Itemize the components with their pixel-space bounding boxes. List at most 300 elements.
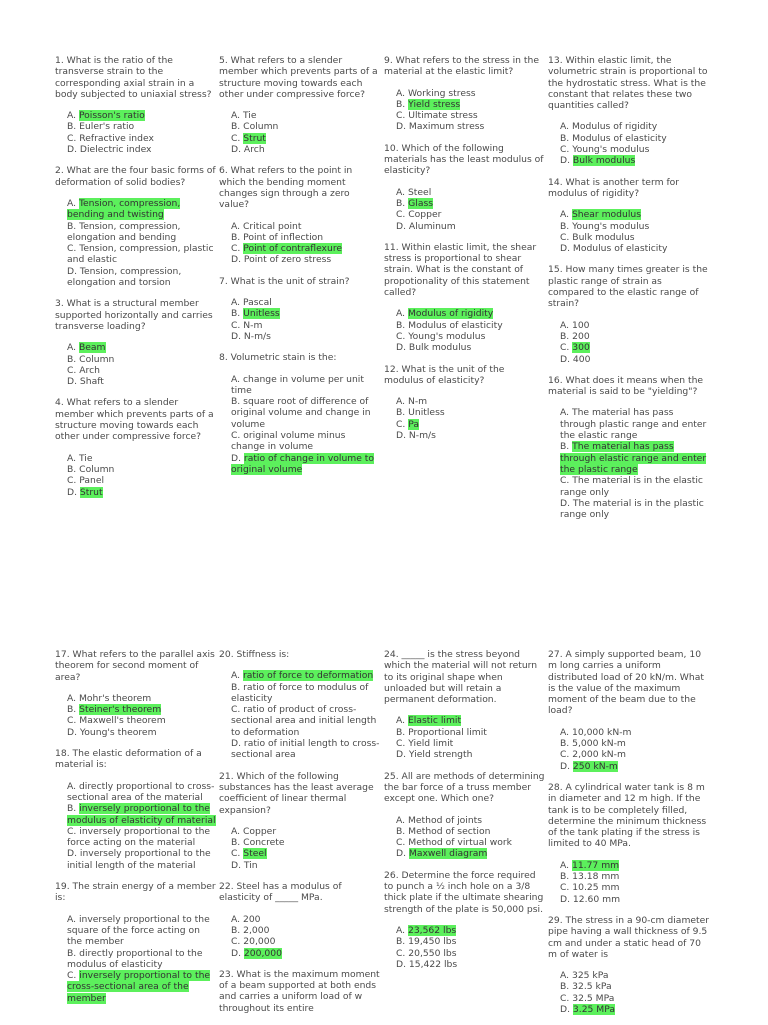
question (55, 298, 217, 387)
answer-option (548, 970, 710, 981)
option-letter: A. (67, 197, 77, 209)
answer-option (55, 848, 217, 871)
correct-answer-highlight: Tension, compression, bending and twisting (67, 197, 181, 221)
option-letter: C. (231, 430, 241, 442)
answer-option (384, 99, 546, 110)
option-letter: C. (396, 837, 406, 849)
option-letter: A. (231, 220, 241, 232)
option-letter: C. (67, 364, 77, 376)
answer-option (219, 396, 381, 430)
answer-option (384, 396, 546, 407)
option-letter: C. (67, 825, 77, 837)
answer-option (548, 993, 710, 1004)
option-text: Point of inflection (243, 231, 324, 243)
question (55, 165, 217, 288)
question (384, 55, 546, 133)
option-list (55, 198, 217, 288)
option-list (548, 860, 710, 905)
answer-option (219, 221, 381, 232)
option-letter: C. (560, 749, 570, 761)
answer-option (384, 88, 546, 99)
correct-answer-highlight: Unitless (243, 308, 280, 320)
option-letter: D. (560, 243, 570, 255)
option-text: Tension, compression, elongation and bending (67, 220, 181, 243)
answer-option (219, 670, 381, 681)
question-text: 11. Within elastic limit, the shear stress is proportional to shear strain. What is the constant of propotionality of this statement called? (384, 241, 537, 299)
option-text: Pascal (242, 297, 272, 309)
question-text: 1. What is the ratio of the transverse strain to the corresponding axial strain in a body subjected to uniaxial stress? (55, 55, 212, 100)
question (548, 915, 710, 1015)
option-letter: B. (396, 825, 406, 837)
question-text: 29. The stress in a 90-cm diameter pipe having a wall thickness of 9.5 cm and under a static head of 70 m of water is (548, 914, 710, 960)
option-letter: A. (560, 121, 570, 133)
option-letter: D. (560, 497, 570, 509)
correct-answer-highlight: Yield stress (408, 98, 461, 110)
option-list (548, 209, 710, 254)
question (219, 55, 381, 155)
option-text: inversely proportional to the initial length of the material (67, 848, 211, 871)
question-text: 26. Determine the force required to punch a ½ inch hole on a 3/8 thick plate if the ultimate shearing strength of the plate is 50,000 psi. (384, 869, 544, 915)
option-letter: A. (396, 814, 406, 826)
option-letter: A. (396, 186, 406, 198)
option-letter: A. (67, 342, 77, 354)
option-text: ratio of initial length to cross-sectional area (231, 738, 380, 761)
option-list (384, 308, 546, 353)
bottom-column-3 (384, 649, 546, 980)
option-list (55, 693, 217, 738)
answer-option (548, 155, 710, 166)
option-letter: A. (67, 692, 77, 704)
option-list (55, 110, 217, 155)
answer-option (219, 331, 381, 342)
answer-option (548, 331, 710, 342)
answer-option (55, 803, 217, 826)
answer-option (55, 704, 217, 715)
option-list (384, 815, 546, 860)
answer-option (219, 254, 381, 265)
option-letter: A. (560, 209, 570, 221)
option-text: 5,000 kN-m (572, 738, 626, 750)
question (55, 881, 217, 1004)
answer-option (384, 948, 546, 959)
option-text: Aluminum (408, 220, 456, 232)
option-letter: D. (396, 749, 406, 761)
option-letter: B. (560, 981, 570, 993)
option-text: N-m (243, 319, 263, 331)
option-text: N-m/s (243, 330, 271, 342)
answer-option (548, 761, 710, 772)
option-letter: B. (560, 441, 570, 453)
question (55, 55, 217, 155)
answer-option (219, 121, 381, 132)
option-letter: C. (67, 132, 77, 144)
option-letter: B. (67, 353, 77, 365)
option-letter: D. (231, 452, 241, 464)
answer-option (55, 487, 217, 498)
question (384, 143, 546, 232)
correct-answer-highlight: 200,000 (243, 947, 282, 959)
correct-answer-highlight: 3.25 MPa (572, 1004, 615, 1016)
answer-option (548, 354, 710, 365)
option-letter: B. (560, 330, 570, 342)
answer-option (548, 232, 710, 243)
option-list (384, 925, 546, 970)
answer-option (55, 243, 217, 266)
option-text: Shaft (79, 376, 104, 388)
answer-option (219, 144, 381, 155)
question (548, 649, 710, 772)
answer-option (384, 749, 546, 760)
answer-option (548, 133, 710, 144)
question-text: 4. What refers to a slender member which prevents parts of a structure moving towards each other under compressive force? (55, 397, 214, 443)
option-letter: D. (231, 254, 241, 266)
option-letter: B. (67, 463, 77, 475)
option-letter: A. (396, 924, 406, 936)
option-text: inversely proportional to the square of the force acting on the member (67, 913, 210, 948)
answer-option (55, 826, 217, 849)
question-text: 8. Volumetric stain is the: (219, 352, 337, 364)
answer-option (219, 453, 381, 476)
option-list (55, 453, 217, 498)
option-text: inversely proportional to the force acting on the material (67, 825, 211, 849)
option-letter: C. (396, 330, 406, 342)
answer-option (219, 682, 381, 705)
option-letter: D. (396, 342, 406, 354)
option-list (219, 221, 381, 266)
option-list (219, 914, 381, 959)
option-letter: A. (560, 407, 570, 419)
option-text: original volume minus change in volume (231, 430, 346, 453)
option-letter: C. (560, 342, 570, 354)
answer-option (548, 221, 710, 232)
option-text: Mohr's theorem (78, 692, 152, 704)
option-letter: D. (231, 859, 241, 871)
answer-option (548, 749, 710, 760)
option-letter: A. (396, 396, 406, 408)
option-text: Bulk modulus (408, 342, 472, 354)
option-list (384, 88, 546, 133)
correct-answer-highlight: Steel (243, 848, 267, 860)
option-letter: A. (560, 970, 570, 982)
correct-answer-highlight: ratio of force to deformation (242, 670, 374, 682)
option-letter: B. (67, 947, 77, 959)
option-letter: B. (231, 924, 241, 936)
option-letter: C. (396, 110, 406, 122)
answer-option (548, 882, 710, 893)
answer-option (548, 1004, 710, 1015)
answer-option (219, 848, 381, 859)
option-text: Arch (243, 144, 265, 156)
correct-answer-highlight: 11.77 mm (571, 859, 620, 871)
answer-option (384, 331, 546, 342)
answer-option (55, 715, 217, 726)
option-letter: B. (67, 704, 77, 716)
option-text: square root of difference of original volume and change in volume (231, 396, 371, 430)
option-letter: C. (396, 209, 406, 221)
answer-option (548, 738, 710, 749)
option-letter: B. (396, 407, 406, 419)
top-column-2 (219, 55, 381, 485)
option-letter: B. (231, 396, 241, 408)
answer-option (384, 848, 546, 859)
option-text: The material has pass through plastic range and enter the elastic range (560, 407, 707, 442)
answer-option (55, 914, 217, 948)
question-text: 12. What is the unit of the modulus of elasticity? (384, 363, 505, 386)
option-letter: A. (231, 110, 241, 122)
option-letter: D. (560, 893, 570, 905)
option-text: Method of joints (407, 814, 483, 826)
option-letter: A. (67, 110, 77, 122)
option-letter: A. (67, 913, 77, 925)
correct-answer-highlight: Pa (408, 418, 420, 430)
option-letter: A. (231, 297, 241, 309)
answer-option (548, 342, 710, 353)
answer-option (55, 110, 217, 121)
answer-option (55, 475, 217, 486)
answer-option (548, 475, 710, 498)
answer-option (548, 209, 710, 220)
option-text: 15,422 lbs (408, 958, 458, 970)
question-text: 10. Which of the following materials has the least modulus of elasticity? (384, 142, 544, 177)
question (384, 242, 546, 354)
option-text: 10,000 kN-m (571, 726, 632, 738)
answer-option (55, 354, 217, 365)
answer-option (548, 727, 710, 738)
option-text: change in volume per unit time (231, 373, 364, 396)
correct-answer-highlight: ratio of change in volume to original volume (231, 452, 375, 475)
answer-option (219, 837, 381, 848)
answer-option (55, 376, 217, 387)
option-letter: D. (67, 376, 77, 388)
answer-option (219, 297, 381, 308)
option-text: 32.5 kPa (572, 981, 612, 993)
option-text: directly proportional to the modulus of elasticity (67, 947, 203, 970)
correct-answer-highlight: Strut (243, 132, 266, 144)
option-letter: A. (67, 452, 77, 464)
answer-option (384, 936, 546, 947)
option-letter: B. (231, 681, 241, 693)
top-column-3 (384, 55, 546, 451)
option-letter: C. (396, 418, 406, 430)
option-letter: B. (560, 132, 570, 144)
answer-option (548, 981, 710, 992)
answer-option (55, 266, 217, 289)
answer-option (384, 727, 546, 738)
question (548, 177, 710, 255)
answer-option (384, 738, 546, 749)
answer-option (219, 704, 381, 738)
option-list (548, 407, 710, 520)
option-text: 10.25 mm (572, 882, 620, 894)
option-letter: A. (560, 859, 570, 871)
answer-option (384, 221, 546, 232)
answer-option (548, 243, 710, 254)
option-letter: D. (560, 1004, 570, 1016)
answer-option (219, 374, 381, 397)
option-text: Copper (408, 209, 442, 221)
question (548, 782, 710, 905)
correct-answer-highlight: Glass (408, 197, 434, 209)
option-letter: C. (396, 738, 406, 750)
answer-option (55, 342, 217, 353)
answer-option (384, 308, 546, 319)
correct-answer-highlight: inversely proportional to the cross-sectional area of the member (67, 970, 211, 1004)
option-letter: D. (231, 947, 241, 959)
option-text: Modulus of elasticity (408, 319, 503, 331)
option-letter: D. (396, 121, 406, 133)
option-letter: B. (560, 220, 570, 232)
option-text: Copper (242, 825, 277, 837)
question (219, 881, 381, 959)
answer-option (55, 198, 217, 221)
option-letter: B. (396, 197, 406, 209)
answer-option (548, 320, 710, 331)
answer-option (55, 948, 217, 971)
question (55, 649, 217, 738)
question-text: 2. What are the four basic forms of deformation of solid bodies? (55, 165, 216, 188)
answer-option (384, 419, 546, 430)
option-text: ratio of product of cross-sectional area and initial length to deformation (231, 704, 377, 738)
correct-answer-highlight: Maxwell diagram (408, 848, 488, 860)
option-text: The material is in the plastic range only (560, 497, 704, 521)
answer-option (55, 365, 217, 376)
option-letter: D. (560, 353, 570, 365)
correct-answer-highlight: Shear modulus (571, 209, 641, 221)
option-text: Euler's ratio (79, 121, 135, 133)
top-column-1 (55, 55, 217, 508)
answer-option (55, 133, 217, 144)
question-text: 28. A cylindrical water tank is 8 m in diameter and 12 m high. If the tank is to be completely filled, determine the minimum thickness of the tank plating if the stress is limited to 40 MPa. (548, 781, 707, 850)
option-text: Steel (407, 186, 432, 198)
answer-option (219, 826, 381, 837)
answer-option (548, 121, 710, 132)
option-list (548, 970, 710, 1015)
option-text: Arch (79, 364, 101, 376)
answer-option (219, 860, 381, 871)
option-text: Tie (242, 110, 257, 122)
option-letter: D. (396, 430, 406, 442)
option-text: 32.5 MPa (572, 992, 615, 1004)
option-text: 400 (572, 353, 591, 365)
answer-option (548, 860, 710, 871)
question-text: 14. What is another term for modulus of rigidity? (548, 176, 680, 199)
option-letter: D. (560, 155, 570, 167)
option-list (548, 121, 710, 166)
option-letter: B. (231, 121, 241, 133)
answer-option (219, 243, 381, 254)
question-text: 3. What is a structural member supported horizontally and carries transverse loading? (55, 298, 213, 332)
answer-option (55, 121, 217, 132)
option-letter: D. (231, 738, 241, 750)
question-text: 19. The strain energy of a member is: (55, 881, 216, 904)
option-letter: B. (396, 726, 406, 738)
option-text: Young's modulus (408, 330, 486, 342)
correct-answer-highlight: The material has pass through elastic range and enter the plastic range (560, 441, 707, 475)
question (219, 352, 381, 475)
option-letter: A. (231, 373, 241, 385)
option-text: directly proportional to cross-sectional area of the material (67, 780, 215, 803)
option-text: Ultimate stress (408, 110, 478, 122)
option-text: 19,450 lbs (408, 936, 457, 948)
option-letter: B. (231, 308, 241, 320)
option-letter: C. (560, 475, 570, 487)
answer-option (55, 727, 217, 738)
question-text: 13. Within elastic limit, the volumetric strain is proportional to the hydrostatic stress. What is the constant that relates these two quantities called? (548, 55, 708, 112)
option-list (219, 826, 381, 871)
option-text: Method of section (408, 825, 491, 837)
answer-option (384, 430, 546, 441)
option-text: 20,550 lbs (408, 947, 457, 959)
option-list (219, 297, 381, 342)
answer-option (219, 110, 381, 121)
option-text: Panel (79, 475, 105, 487)
option-text: 20,000 (243, 936, 276, 948)
option-letter: C. (560, 882, 570, 894)
answer-option (384, 187, 546, 198)
option-text: 100 (571, 319, 590, 331)
option-letter: D. (396, 848, 406, 860)
answer-option (219, 308, 381, 319)
option-letter: C. (231, 319, 241, 331)
question-text: 22. Steel has a modulus of elasticity of _____ MPa. (219, 881, 342, 904)
option-letter: D. (396, 220, 406, 232)
answer-option (548, 498, 710, 521)
bottom-column-2 (219, 649, 381, 1024)
option-text: Tin (243, 859, 258, 871)
option-text: Modulus of rigidity (571, 121, 658, 133)
answer-option (548, 144, 710, 155)
answer-option (548, 871, 710, 882)
correct-answer-highlight: 23,562 lbs (407, 924, 457, 936)
option-letter: A. (396, 308, 406, 320)
option-letter: C. (67, 243, 77, 255)
option-letter: D. (67, 265, 77, 277)
option-list (219, 374, 381, 476)
option-letter: A. (67, 780, 77, 792)
option-text: N-m (407, 396, 428, 408)
option-text: 12.60 mm (572, 893, 621, 905)
correct-answer-highlight: Modulus of rigidity (407, 308, 494, 320)
answer-option (219, 232, 381, 243)
question-text: 9. What refers to the stress in the material at the elastic limit? (384, 55, 539, 78)
option-letter: A. (560, 319, 570, 331)
question (384, 649, 546, 761)
question (548, 375, 710, 521)
question (384, 364, 546, 442)
answer-option (384, 959, 546, 970)
option-text: Unitless (408, 407, 445, 419)
option-text: Working stress (407, 87, 476, 99)
option-text: Modulus of elasticity (572, 243, 668, 255)
option-letter: D. (560, 760, 570, 772)
answer-option (384, 121, 546, 132)
correct-answer-highlight: 250 kN-m (572, 760, 618, 772)
answer-option (219, 320, 381, 331)
answer-option (384, 407, 546, 418)
answer-option (548, 441, 710, 475)
option-list (55, 914, 217, 1004)
option-letter: C. (231, 936, 241, 948)
option-letter: C. (560, 231, 570, 243)
answer-option (219, 738, 381, 761)
correct-answer-highlight: 300 (572, 342, 590, 354)
bottom-column-4 (548, 649, 710, 1025)
option-list (548, 727, 710, 772)
option-text: Critical point (242, 220, 302, 232)
option-letter: A. (560, 726, 570, 738)
option-letter: C. (67, 970, 77, 982)
option-letter: C. (560, 144, 570, 156)
